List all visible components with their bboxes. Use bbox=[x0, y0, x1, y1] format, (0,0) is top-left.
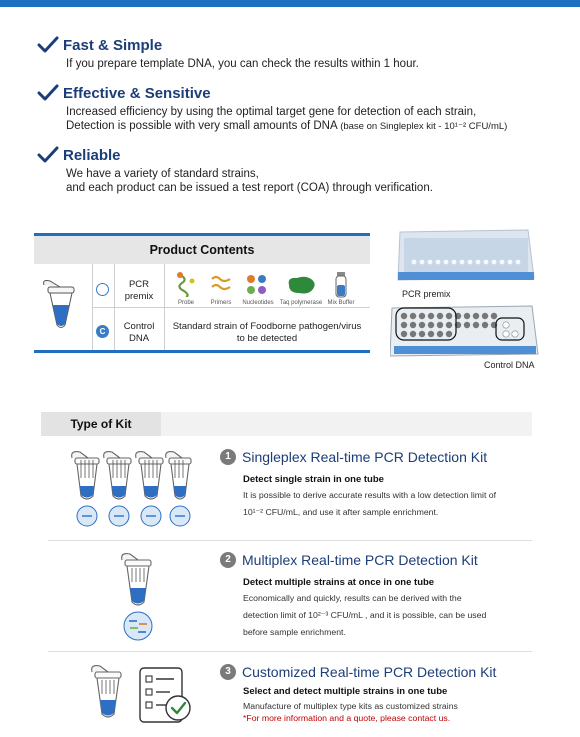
type-of-kit-tab: Type of Kit bbox=[41, 412, 161, 436]
feature-title: Effective & Sensitive bbox=[63, 84, 211, 102]
top-accent-bar bbox=[0, 0, 580, 7]
product-contents-header: Product Contents bbox=[34, 236, 370, 264]
feature-note: (base on Singleplex kit - 10¹⁻² CFU/mL) bbox=[340, 121, 508, 132]
feature-effective-sensitive bbox=[37, 84, 507, 134]
pcr-premix-label: PCR premix bbox=[124, 279, 154, 302]
kit-title: Customized Real-time PCR Detection Kit bbox=[242, 664, 497, 680]
probe-icon bbox=[174, 271, 200, 297]
section-divider bbox=[48, 540, 532, 541]
control-dna-description: Standard strain of Foodborne pathogen/virus to be detected bbox=[172, 321, 362, 344]
feature-text: Detection is possible with very small amounts of DNA bbox=[66, 120, 337, 132]
kit-number-badge: 2 bbox=[220, 552, 236, 568]
kit-description: It is possible to derive accurate results with a low detection limit of 10¹⁻² CFU/mL, and use it after sample enrichment. bbox=[243, 490, 497, 517]
kit-number-badge: 3 bbox=[220, 664, 236, 680]
feature-text: We have a variety of standard strains, bbox=[66, 168, 259, 180]
feature-title: Fast & Simple bbox=[63, 36, 163, 54]
checkmark-icon bbox=[37, 84, 59, 102]
kit-description: Economically and quickly, results can be derived with the detection limit of 10²⁻³ CFU/mL , and it is possible, can be used before sample enrichment. bbox=[243, 593, 487, 637]
checkmark-icon bbox=[37, 36, 59, 54]
feature-text: Increased efficiency by using the optimal target gene for detection of each strain, bbox=[66, 106, 477, 118]
pcr-premix-caption: PCR premix bbox=[402, 289, 451, 299]
mix-buffer-icon bbox=[334, 271, 348, 299]
component-label: Taq polymerase bbox=[279, 300, 323, 306]
control-dna-label: Control DNA bbox=[123, 321, 155, 344]
component-label: Probe bbox=[177, 300, 194, 306]
kit-title: Singleplex Real-time PCR Detection Kit bbox=[242, 449, 488, 465]
kit-subtitle: Detect multiple strains at once in one tube bbox=[243, 577, 435, 588]
component-label: Primers bbox=[210, 300, 232, 306]
pcr-tube-icon bbox=[40, 277, 84, 331]
nucleotides-icon bbox=[245, 273, 269, 297]
feature-title: Reliable bbox=[63, 146, 121, 164]
multiplex-tube-illustration bbox=[116, 550, 166, 642]
component-label: Nucleotides bbox=[242, 300, 274, 306]
table-bottom-border bbox=[34, 350, 370, 353]
customized-kit-illustration bbox=[86, 662, 198, 728]
primers-icon bbox=[210, 273, 232, 295]
component-label: Mix Buffer bbox=[327, 300, 355, 306]
kit-multiplex bbox=[220, 552, 486, 641]
kit-customized bbox=[220, 664, 496, 724]
product-contents-table bbox=[34, 233, 370, 354]
table-divider bbox=[92, 307, 370, 308]
kit-number-badge: 1 bbox=[220, 449, 236, 465]
feature-text: If you prepare template DNA, you can check the results within 1 hour. bbox=[66, 58, 419, 70]
kit-title: Multiplex Real-time PCR Detection Kit bbox=[242, 552, 478, 568]
singleplex-tubes-illustration bbox=[66, 448, 192, 528]
kit-subtitle: Detect single strain in one tube bbox=[243, 474, 384, 485]
section-divider bbox=[48, 651, 532, 652]
kit-description: Manufacture of multiplex type kits as customized strains bbox=[243, 701, 458, 711]
feature-fast-simple bbox=[37, 36, 419, 71]
kit-singleplex bbox=[220, 449, 496, 521]
contact-note: *For more information and a quote, please contact us. bbox=[243, 713, 451, 723]
feature-reliable bbox=[37, 146, 433, 195]
kit-subtitle: Select and detect multiple strains in one tube bbox=[243, 686, 448, 697]
control-marker-icon: C bbox=[96, 325, 109, 338]
taq-polymerase-icon bbox=[285, 275, 317, 295]
premix-marker-icon bbox=[96, 283, 109, 296]
feature-text: and each product can be issued a test report (COA) through verification. bbox=[66, 182, 433, 194]
checkmark-icon bbox=[37, 146, 59, 164]
control-dna-caption: Control DNA bbox=[484, 360, 535, 370]
